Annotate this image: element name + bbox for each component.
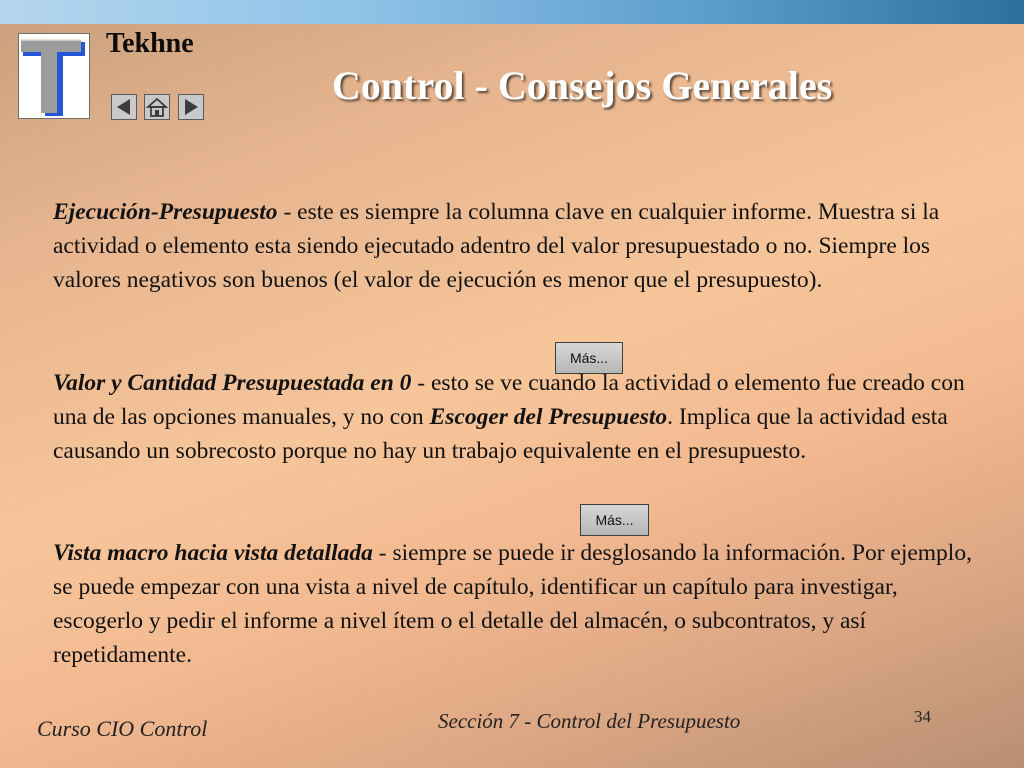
paragraph-valor-cantidad [53,366,978,468]
page-number: 34 [914,707,931,726]
mas-button-2[interactable]: Más... [580,504,649,536]
paragraph-ejecucion-presupuesto [53,195,978,297]
paragraph-text: - este es siempre la columna clave en cualquier informe. Muestra si la actividad o elemento esta siendo ejecutado adentro del valor presupuestado o no. Siempre los valores negativos son buenos (el valor de ejecución es menor que el presupuesto). [53,199,940,293]
footer-section: Sección 7 - Control del Presupuesto [438,709,741,733]
term-ejecucion-presupuesto: Ejecución-Presupuesto [53,199,278,225]
term-vista-macro: Vista macro hacia vista detallada [53,540,373,566]
triangle-left-icon [112,95,136,119]
paragraph-text: - siempre se puede ir desglosando la información. Por ejemplo, se puede empezar con una vista a nivel de capítulo, identificar un capítulo para investigar, escogerlo y pedir el informe a nivel ítem o el detalle del almacén, o subcontratos, y así repetidamente. [53,540,972,668]
triangle-right-icon [179,95,203,119]
slide-title: Control - Consejos Generales [332,63,833,108]
next-slide-button[interactable] [178,94,204,120]
t-letter-logo-icon [19,34,89,118]
top-banner [0,0,1024,24]
paragraph-text: - esto se ve cuando la actividad o elemento fue creado con una de las opciones manuales, y no con [53,370,965,430]
term-valor-cantidad: Valor y Cantidad Presupuestada en 0 [53,370,412,396]
mas-button-1[interactable]: Más... [555,342,623,374]
previous-slide-button[interactable] [111,94,137,120]
home-button[interactable] [144,94,170,120]
tekhne-logo [18,33,90,119]
brand-name: Tekhne [106,28,194,59]
house-icon [145,95,169,119]
term-escoger-presupuesto: Escoger del Presupuesto [429,404,668,430]
footer-course: Curso CIO Control [37,716,208,741]
paragraph-text: . Implica que la actividad esta causando un sobrecosto porque no hay un trabajo equivalente en el presupuesto. [53,404,948,464]
paragraph-vista-macro [53,536,978,672]
